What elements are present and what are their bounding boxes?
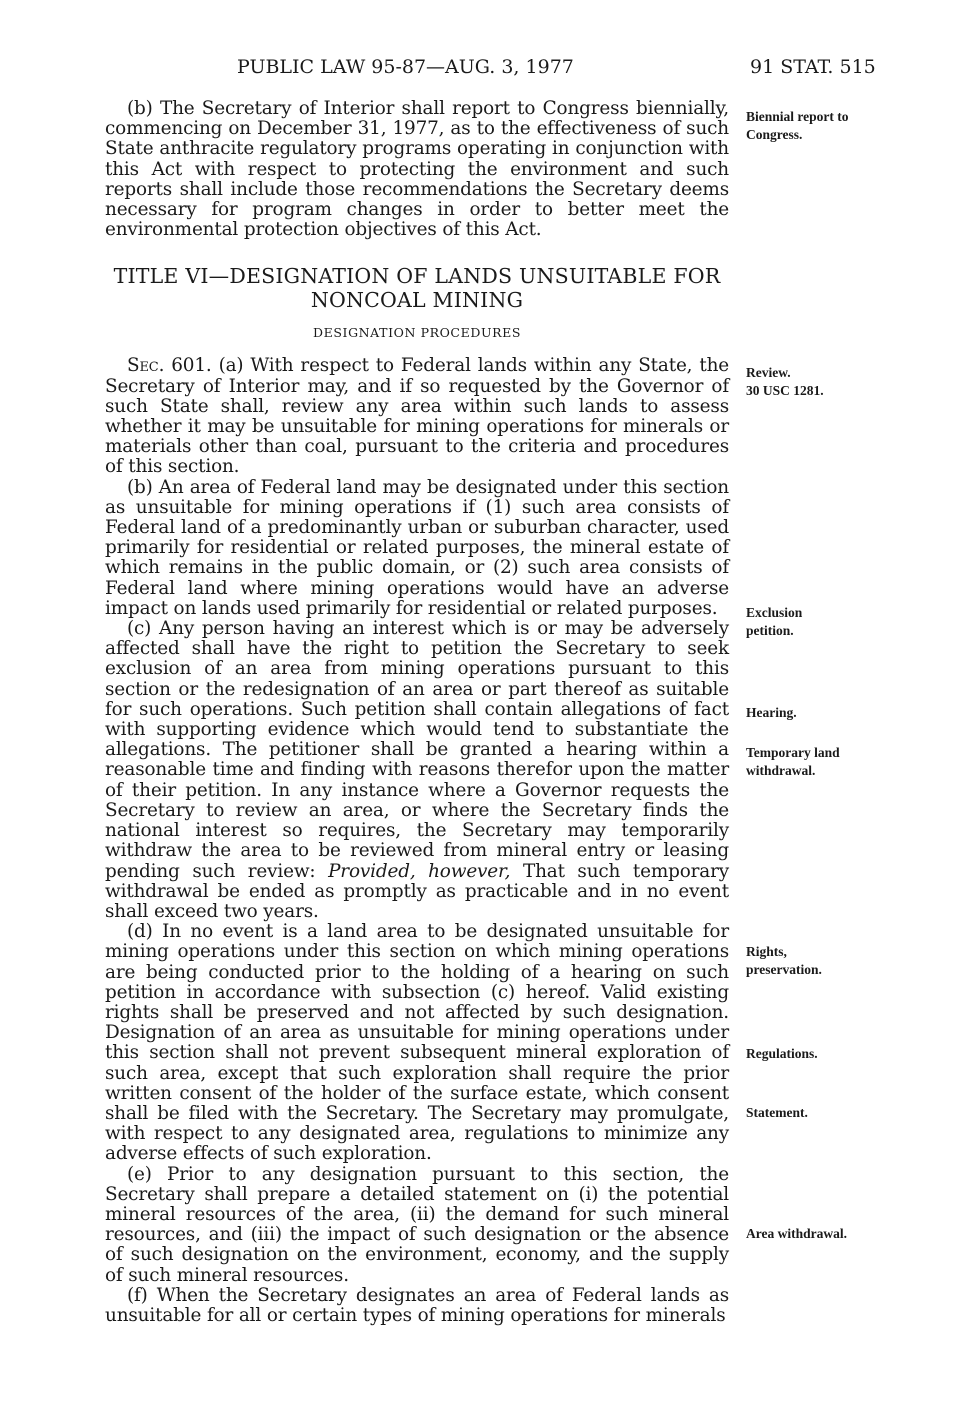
margin-note-line: Exclusion — [746, 605, 803, 620]
main-text-column — [105, 99, 729, 1326]
margin-note-exclusion-petition — [746, 604, 886, 640]
margin-note-statement — [746, 1104, 886, 1122]
margin-note-regulations — [746, 1045, 886, 1063]
title-line-2: NONCOAL MINING — [310, 288, 524, 313]
margin-note-rights-preservation — [746, 943, 886, 979]
paragraph-b: (b) An area of Federal land may be designated under this section as unsuitable for mining operations if (1) such area consists of Federal land of a predominantly urban or suburban character, used primarily for residential or related purposes, the mineral estate of which remains in the public domain, or (2) such area consists of Federal land where mining operations would have an adverse impact on lands used primarily for residential or related purposes. — [105, 476, 729, 619]
margin-note-line: Congress. — [746, 127, 803, 142]
margin-note-line: 30 USC 1281. — [746, 383, 824, 398]
margin-note-line: withdrawal. — [746, 763, 816, 778]
section-label: Sec. 601. — [127, 355, 212, 377]
paragraph-f: (f) When the Secretary designates an area of Federal lands as unsuitable for all or certain types of mining operations for minerals — [105, 1284, 729, 1326]
paragraph-a — [105, 356, 729, 477]
margin-note-line: Regulations. — [746, 1046, 818, 1061]
title-line-1: TITLE VI—DESIGNATION OF LANDS UNSUITABLE FOR — [113, 264, 721, 289]
paragraph-c-text-1: (c) Any person having an interest which is or may be adversely affected shall have the right to petition the Secretary to seek exclusion of an area from mining operations pursuant to this section or the redesignation of an area or part thereof as suitable for such operations. Such petition shall contain allegations of fact with supporting evidence which would tend to substantiate the allegations. The petitioner shall be granted a hearing within a reasonable time and finding with reasons therefor upon the matter of their petition. In any instance where a Governor requests the Secretary to review an area, or where the Secretary finds the national interest so requires, the Secretary may temporarily withdraw the area to be reviewed from mineral entry or leasing pending such review: — [105, 618, 729, 882]
margin-note-hearing — [746, 704, 886, 722]
margin-note-line: Biennial report to — [746, 109, 849, 124]
paragraph-d: (d) In no event is a land area to be designated unsuitable for mining operations under this section on which mining operations are being conducted prior to the holding of a hearing on such petition in accordance with subsection (c) hereof. Valid existing rights shall be preserved and not affected by such designation. Designation of an area as unsuitable for mining operations under this section shall not prevent subsequent mineral exploration of such area, except that such exploration shall require the prior written consent of the holder of the surface estate, which consent shall be filed with the Secretary. The Secretary may promulgate, with respect to any designated area, regulations to minimize any adverse effects of such exploration. — [105, 921, 729, 1165]
margin-note-line: Hearing. — [746, 705, 797, 720]
statute-page-number: 91 STAT. 515 — [750, 56, 876, 78]
paragraph-c — [105, 619, 729, 922]
margin-note-line: preservation. — [746, 962, 822, 977]
title-heading — [105, 264, 729, 312]
margin-note-line: Review. — [746, 365, 791, 380]
margin-note-area-withdrawal — [746, 1225, 886, 1243]
margin-note-review — [746, 364, 886, 400]
paragraph-b-biennial-report: (b) The Secretary of Interior shall report to Congress biennially, commencing on December 31, 1977, as to the effectiveness of such State anthracite regulatory programs operating in conjunction with this Act with respect to protecting the environment and such reports shall include those recommendations the Secretary deems necessary for program changes in order to better meet the environmental protection objectives of this Act. — [105, 98, 729, 241]
section-subheading: DESIGNATION PROCEDURES — [313, 325, 521, 341]
paragraph-c-text-2: That such temporary withdrawal be ended as promptly as practicable and in no event shall exceed two years. — [105, 860, 729, 922]
margin-note-temporary-withdrawal — [746, 744, 886, 780]
paragraph-a-text: (a) With respect to Federal lands within any State, the Secretary of Interior may, and if so requested by the Governor of such State shall, review any area within such lands to assess whether it may be unsuitable for mining operations for minerals or materials other than coal, pursuant to the criteria and procedures of this section. — [105, 355, 730, 478]
margin-note-line: Rights, — [746, 944, 787, 959]
margin-note-biennial-report — [746, 108, 886, 144]
paragraph-e: (e) Prior to any designation pursuant to this section, the Secretary shall prepare a detailed statement on (i) the potential mineral resources of the area, (ii) the demand for such mineral resources, and (iii) the impact of such designation or the absence of such designation on the environment, economy, and the supply of such mineral resources. — [105, 1163, 729, 1286]
margin-note-line: Temporary land — [746, 745, 840, 760]
running-head: PUBLIC LAW 95-87—AUG. 3, 1977 — [237, 56, 574, 78]
margin-note-line: Statement. — [746, 1105, 808, 1120]
margin-note-line: Area withdrawal. — [746, 1226, 847, 1241]
page-header — [0, 56, 958, 86]
margin-note-line: petition. — [746, 623, 794, 638]
paragraph-c-proviso: Provided, however, — [328, 860, 511, 882]
